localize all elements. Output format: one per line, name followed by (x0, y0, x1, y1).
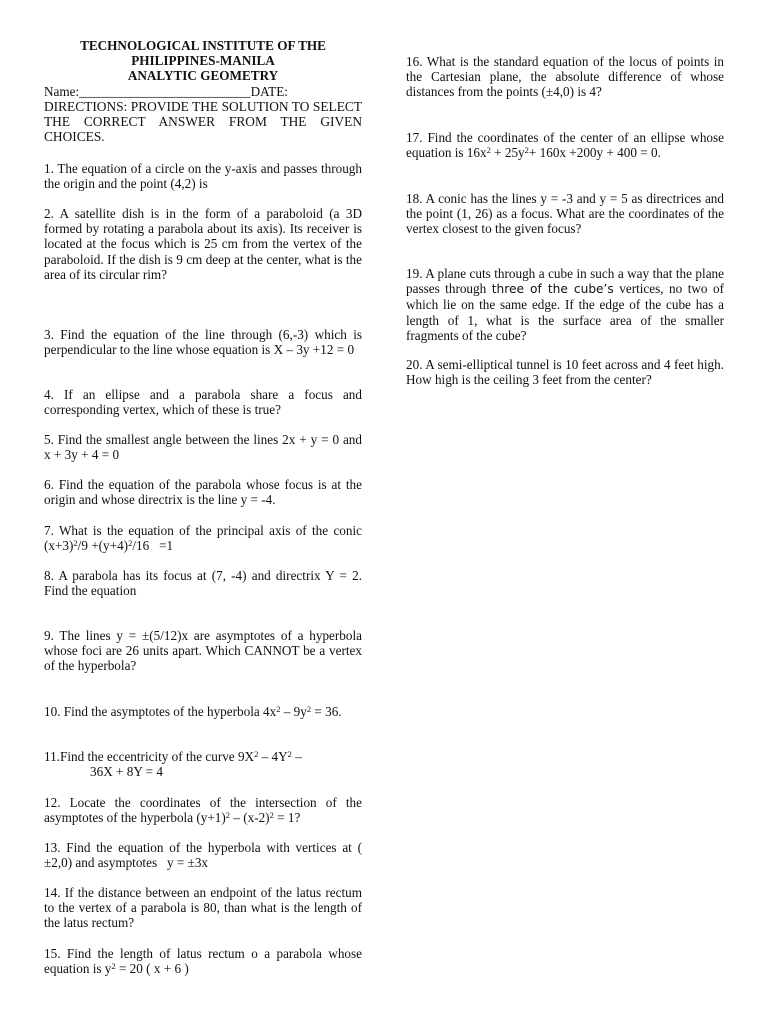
question-2: 2. A satellite dish is in the form of a paraboloid (a 3D formed by rotating a parabola about its axis). Its receiver is located at the focus which is 25 cm from the vertex of the paraboloid. If the dish is 9 cm deep at the center, what is the area of its circular rim? (44, 206, 362, 282)
question-13: 13. Find the equation of the hyperbola with vertices at ( ±2,0) and asymptotes y = ±3x (44, 840, 366, 871)
question-12: 12. Locate the coordinates of the intersection of the asymptotes of the hyperbola $(y+1)^2 - (x-2)^2 = 1$? (44, 795, 362, 826)
question-6: 6. Find the equation of the parabola whose focus is at the origin and whose directrix is the line y = -4. (44, 477, 362, 508)
question-18: 18. A conic has the lines y = -3 and y = 5 as directrices and the point (1, 26) as a focus. What are the coordinates of the vertex closest to the given focus? (406, 191, 724, 237)
name-date-line (44, 84, 362, 99)
question-10: 10. Find the asymptotes of the hyperbola $4x^2 - 9y^2 = 36$. (44, 704, 342, 719)
question-9: 9. The lines y = ±(5/12)x are asymptotes of a hyperbola whose foci are 26 units apart. Which CANNOT be a vertex of the hyperbola? (44, 628, 362, 674)
question-16: 16. What is the standard equation of the locus of points in the Cartesian plane, the absolute difference of whose distances from the points (±4,0) is 4? (406, 54, 724, 100)
question-14: 14. If the distance between an endpoint of the latus rectum to the vertex of a parabola is 80, than what is the length of the latus rectum? (44, 885, 362, 931)
name-label: Name: (44, 84, 80, 99)
worksheet-header (44, 38, 362, 84)
question-7: 7. What is the equation of the principal axis of the conic $(x+3)^2/9 +(y+4)^2/16 =1$ (44, 523, 362, 554)
question-20: 20. A semi-elliptical tunnel is 10 feet across and 4 feet high. How high is the ceiling 3 feet from the center? (406, 357, 724, 388)
subject-title: ANALYTIC GEOMETRY (127, 68, 279, 84)
question-15: 15. Find the length of latus rectum o a parabola whose equation is $y^2 = 20$ ( x + 6 ) (44, 946, 362, 977)
school-name-line2: PHILIPPINES-MANILA (131, 53, 275, 69)
question-19: 19. A plane cuts through a cube in such a way that the plane passes through three of the cube’s vertices, no two of which lie on the same edge. If the edge of the cube has a length of 1, what is the surface area of the smaller fragments of the cube? (406, 266, 724, 343)
date-label: DATE: (250, 84, 288, 99)
question-4: 4. If an ellipse and a parabola share a focus and corresponding vertex, which of these is true? (44, 387, 362, 418)
school-name-line1: TECHNOLOGICAL INSTITUTE OF THE (80, 38, 326, 53)
question-3: 3. Find the equation of the line through (6,-3) which is perpendicular to the line whose equation is X – 3y +12 = 0 (44, 327, 362, 358)
directions: DIRECTIONS: PROVIDE THE SOLUTION TO SELECT THE CORRECT ANSWER FROM THE GIVEN CHOICES. (44, 99, 362, 145)
question-11: 11.Find the eccentricity of the curve $9X^2 - 4Y^2$ – 36X + 8Y = 4 (44, 749, 302, 780)
question-8: 8. A parabola has its focus at (7, -4) and directrix Y = 2. Find the equation (44, 568, 362, 599)
question-17: 17. Find the coordinates of the center of an ellipse whose equation is $16x^2 + 25y^2+ 160x +200y + 400 = 0$. (406, 130, 724, 161)
question-5: 5. Find the smallest angle between the lines 2x + y = 0 and x + 3y + 4 = 0 (44, 432, 362, 463)
name-blank: __________________________ (79, 84, 251, 99)
question-1: 1. The equation of a circle on the y-axis and passes through the origin and the point (4,2) is (44, 161, 362, 192)
